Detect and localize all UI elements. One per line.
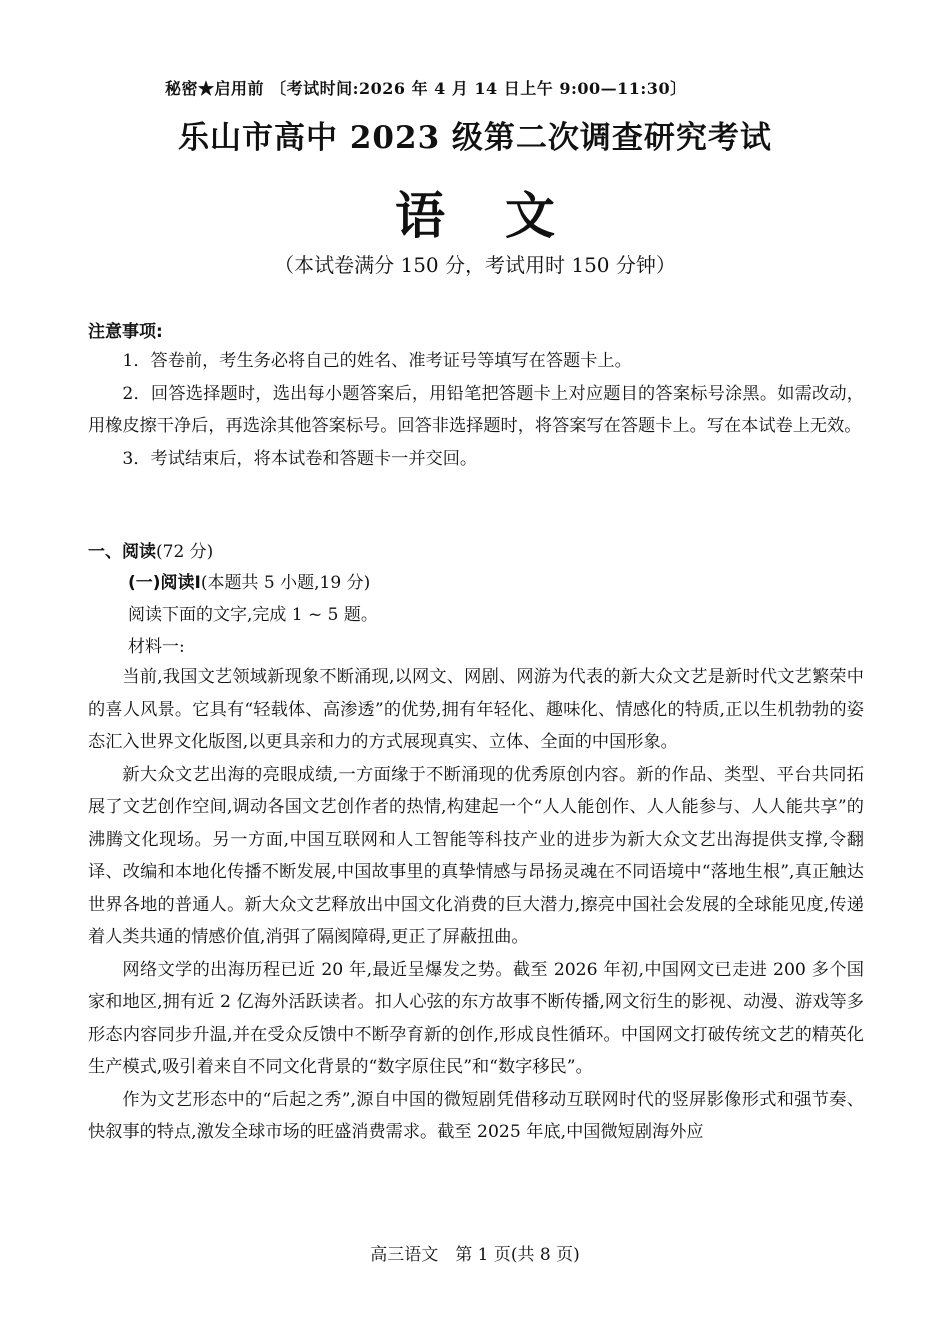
section-heading — [88, 537, 213, 562]
confidential-line: 秘密★启用前 〔考试时间:2026 年 4 月 14 日上午 9:00—11:30〕 — [165, 79, 687, 98]
notice-item-3: 3．考试结束后，将本试卷和答题卡一并交回。 — [122, 448, 478, 469]
passage-paragraph-3: 网络文学的出海历程已近 20 年,最近呈爆发之势。截至 2026 年初,中国网文已走进 200 多个国家和地区,拥有近 2 亿海外活跃读者。扣人心弦的东方故事不断传播,网文衍生的影视、动漫、游戏等多形态内容同步升温,并在受众反馈中不断孕育新的创作,形成良性循环。中国网文打破传统文艺的精英化生产模式,吸引着来自不同文化背景的“数字原住民”和“数字移民”。 — [88, 959, 864, 1077]
notice-item-2: 2．回答选择题时，选出每小题答案后，用铅笔把答题卡上对应题目的答案标号涂黑。如需改动，用橡皮擦干净后，再选涂其他答案标号。回答非选择题时，将答案写在答题卡上。写在本试卷上无效。 — [88, 383, 864, 436]
notice-heading: 注意事项: — [88, 322, 163, 342]
subject-title: 语文 — [395, 186, 615, 245]
subsection-info: (本题共 5 小题,19 分) — [200, 573, 371, 593]
subsection-title: (一)阅读Ⅰ — [128, 573, 201, 593]
notice-item-1: 1．答卷前，考生务必将自己的姓名、准考证号等填写在答题卡上。 — [122, 351, 632, 371]
passage-paragraph-4: 作为文艺形态中的“后起之秀”,源自中国的微短剧凭借移动互联网时代的竖屏影像形式和强节奏、快叙事的特点,激发全球市场的旺盛消费需求。截至 2025 年底,中国微短剧海外应 — [88, 1089, 864, 1142]
notice-list — [88, 345, 864, 475]
passage-paragraph-2: 新大众文艺出海的亮眼成绩,一方面缘于不断涌现的优秀原创内容。新的作品、类型、平台共同拓展了文艺创作空间,调动各国文艺创作者的热情,构建起一个“人人能创作、人人能参与、人人能共享”的沸腾文化现场。另一方面,中国互联网和人工智能等科技产业的进步为新大众文艺出海提供支撑,令翻译、改编和本地化传播不断发展,中国故事里的真挚情感与昂扬灵魂在不同语境中“落地生根”,真正触达世界各地的普通人。新大众文艺释放出中国文化消费的巨大潜力,擦亮中国社会发展的全球能见度,传递着人类共通的情感价值,消弭了隔阂障碍,更正了屏蔽扭曲。 — [88, 764, 864, 947]
section-points: (72 分) — [156, 542, 214, 562]
material-label: 材料一: — [128, 637, 185, 657]
reading-instruction: 阅读下面的文字,完成 1 ~ 5 题。 — [128, 605, 378, 625]
score-info: （本试卷满分 150 分，考试用时 150 分钟） — [274, 253, 676, 277]
section-heading-label: 一、阅读 — [88, 542, 156, 562]
passage — [88, 661, 864, 1149]
page-footer: 高三语文 第 1 页(共 8 页) — [370, 1245, 580, 1265]
passage-paragraph-1: 当前,我国文艺领域新现象不断涌现,以网文、网剧、网游为代表的新大众文艺是新时代文艺繁荣中的喜人风景。它具有“轻载体、高渗透”的优势,拥有年轻化、趣味化、情感化的特质,正以生机勃勃的姿态汇入世界文化版图,以更具亲和力的方式展现真实、立体、全面的中国形象。 — [88, 667, 864, 752]
subsection-heading — [128, 568, 370, 593]
exam-title: 乐山市高中 2023 级第二次调查研究考试 — [178, 120, 772, 156]
